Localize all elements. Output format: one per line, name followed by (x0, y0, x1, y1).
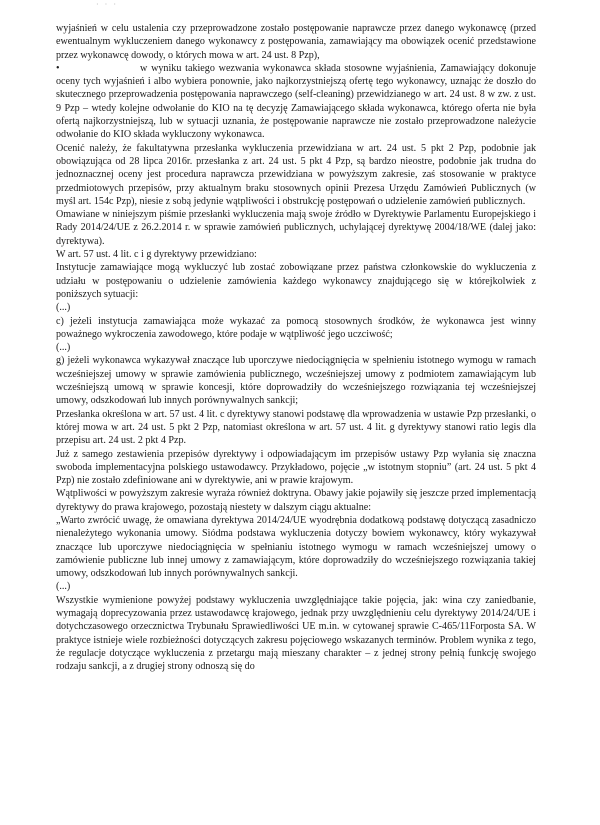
paragraph-5: W art. 57 ust. 4 lit. c i g dyrektywy przewidziano: (56, 249, 257, 261)
paragraph-6: Instytucje zamawiające mogą wykluczyć lub zostać zobowiązane przez państwa członkowskie do wykluczenia z udziału w postępowaniu o udzielenie zamówienia każdego wykonawcy znajdującego się w którejkolwiek z poniższych sytuacji: (56, 262, 536, 300)
ellipsis-1: (...) (56, 302, 71, 314)
paragraph-4: Omawiane w niniejszym piśmie przesłanki wykluczenia mają swoje źródło w Dyrektywie Parlamentu Europejskiego i Rady 2014/24/UE z 26.2.2014 r. w sprawie zamówień publicznych, uchylającej dyrektywę 2004/18/WE (dalej jako: dyrektywa). (56, 209, 536, 247)
paragraph-10: Wszystkie wymienione powyżej podstawy wykluczenia uwzględniające takie pojęcia, jak: wina czy zaniedbanie, wymagają doprecyzowania przez ustawodawcę krajowego, jednak przy uwzględnieniu celu dyrektywy 2014/24/UE i dotychczasowego orzecznictwa Trybunału Sprawiedliwości UE m.in. w cytowanej sprawie C-465/11Forposta SA. W praktyce istnieje wiele rozbieżności dotyczących zakresu pojęciowego wskazanych terminów. Problem wynika z tego, że regulacje dotyczące wykluczenia z przetargu mają mieszany charakter – z jednej strony pełnią funkcję swojego rodzaju sankcji, a z drugiej strony odnoszą się do (56, 594, 536, 673)
paragraph-8: Już z samego zestawienia przepisów dyrektywy i odpowiadającym im przepisów ustawy Pzp wyłania się znaczna swoboda implementacyjna polskiego ustawodawcy. Przykładowo, pojęcie „w istotnym stopniu” (art. 24 ust. 5 pkt 4 Pzp) nie zostało zdefiniowane ani w dyrektywie, ani w prawie krajowym. (56, 448, 536, 487)
scan-mark: · · · (96, 0, 118, 9)
paragraph-c: c) jeżeli instytucja zamawiająca może wykazać za pomocą stosownych środków, że wykonawca jest winny poważnego wykroczenia zawodowego, które podaje w wątpliwość jego uczciwość; (56, 315, 536, 340)
paragraph-1: wyjaśnień w celu ustalenia czy przeprowadzone zostało postępowanie naprawcze przez danego wykonawcę (przed ewentualnym wykluczeniem danego wykonawcy z postępowania, zamawiający ma obowiązek ocenić przedstawione przez wykonawcę dowody, o których mowa w art. 24 ust. 8 Pzp), (56, 23, 536, 61)
paragraph-3: Ocenić należy, że fakultatywna przesłanka wykluczenia przewidziana w art. 24 ust. 5 pkt 2 Pzp, podobnie jak obowiązująca od 28 lipca 2016r. przesłanka z art. 24 ust. 5 pkt 4 Pzp, są bardzo nieostre, podobnie jak trudna do jednoznacznej oceny jest procedura naprawcza przewidziana w powyższym zakresie, zaś stosowanie w praktyce przedmiotowych przepisów, przy aktualnym braku stosownych opinii Prezesa Urzędu Zamówień Publicznych (w myśl art. 154c Pzp), niesie z sobą jedynie wątpliwości i obstrukcję postępowań o udzielenie zamówień publicznych. (56, 142, 536, 207)
ellipsis-2: (...) (56, 342, 71, 354)
paragraph-2: w wyniku takiego wezwania wykonawca składa stosowne wyjaśnienia, Zamawiający dokonuje oceny tych wyjaśnień i albo wybiera ponownie, jako najkorzystniejszą ofertę tego wykonawcy, uznając że doszło do skutecznego przeprowadzenia postępowania naprawczego (self-cleaning) przewidzianego w art. 24 ust. 8 w zw. z ust. 9 Pzp – wtedy kolejne odwołanie do KIO na tę decyzję Zamawiającego składa wykonawca, którego oferta nie była ofertą najkorzystniejszą, lub w sytuacji uznania, że postępowanie naprawcze nie zostało przeprowadzone należycie odwołanie do KIO składa wykluczony wykonawca. (56, 62, 536, 141)
document-body (56, 22, 536, 674)
ellipsis-3: (...) (56, 581, 71, 593)
paragraph-7: Przesłanka określona w art. 57 ust. 4 lit. c dyrektywy stanowi podstawę dla wprowadzenia w ustawie Pzp przesłanki, o której mowa w art. 24 ust. 5 pkt 2 Pzp, natomiast określona w art. 57 ust. 4 lit. g dyrektywy stanowi ratio legis dla przepisu art. 24 ust. 2 pkt 4 Pzp. (56, 408, 536, 447)
quote-paragraph: „Warto zwrócić uwagę, że omawiana dyrektywa 2014/24/UE wyodrębnia dodatkową podstawę dotyczącą zasadniczo nienależytego wykonania umowy. Siódma podstawa wykluczenia dotyczy bowiem wykonawcy, który wykazywał znaczące lub uporczywe niedociągnięcia w spełnianiu istotnego wymogu w ramach wcześniejszej umowy o zamówienie publiczne lub innej umowy z zamawiającym, które doprowadziły do wcześniejszego rozwiązania takiej umowy, odszkodowań lub innych porównywalnych sankcji. (56, 514, 536, 580)
paragraph-9: Wątpliwości w powyższym zakresie wyraża również doktryna. Obawy jakie pojawiły się jeszcze przed implementacją dyrektywy do prawa krajowego, pozostają niestety w dalszym ciągu aktualne: (56, 488, 536, 513)
bullet-marker: • (56, 62, 60, 74)
paragraph-g: g) jeżeli wykonawca wykazywał znaczące lub uporczywe niedociągnięcia w spełnieniu istotnego wymogu w ramach wcześniejszej umowy w sprawie zamówienia publicznego, wcześniejszej umowy z podmiotem zamawiającym lub wcześniejszą umową w sprawie koncesji, które doprowadziły do wcześniejszego rozwiązania tej wcześniejszej umowy, odszkodowań lub innych porównywalnych sankcji; (56, 355, 536, 407)
